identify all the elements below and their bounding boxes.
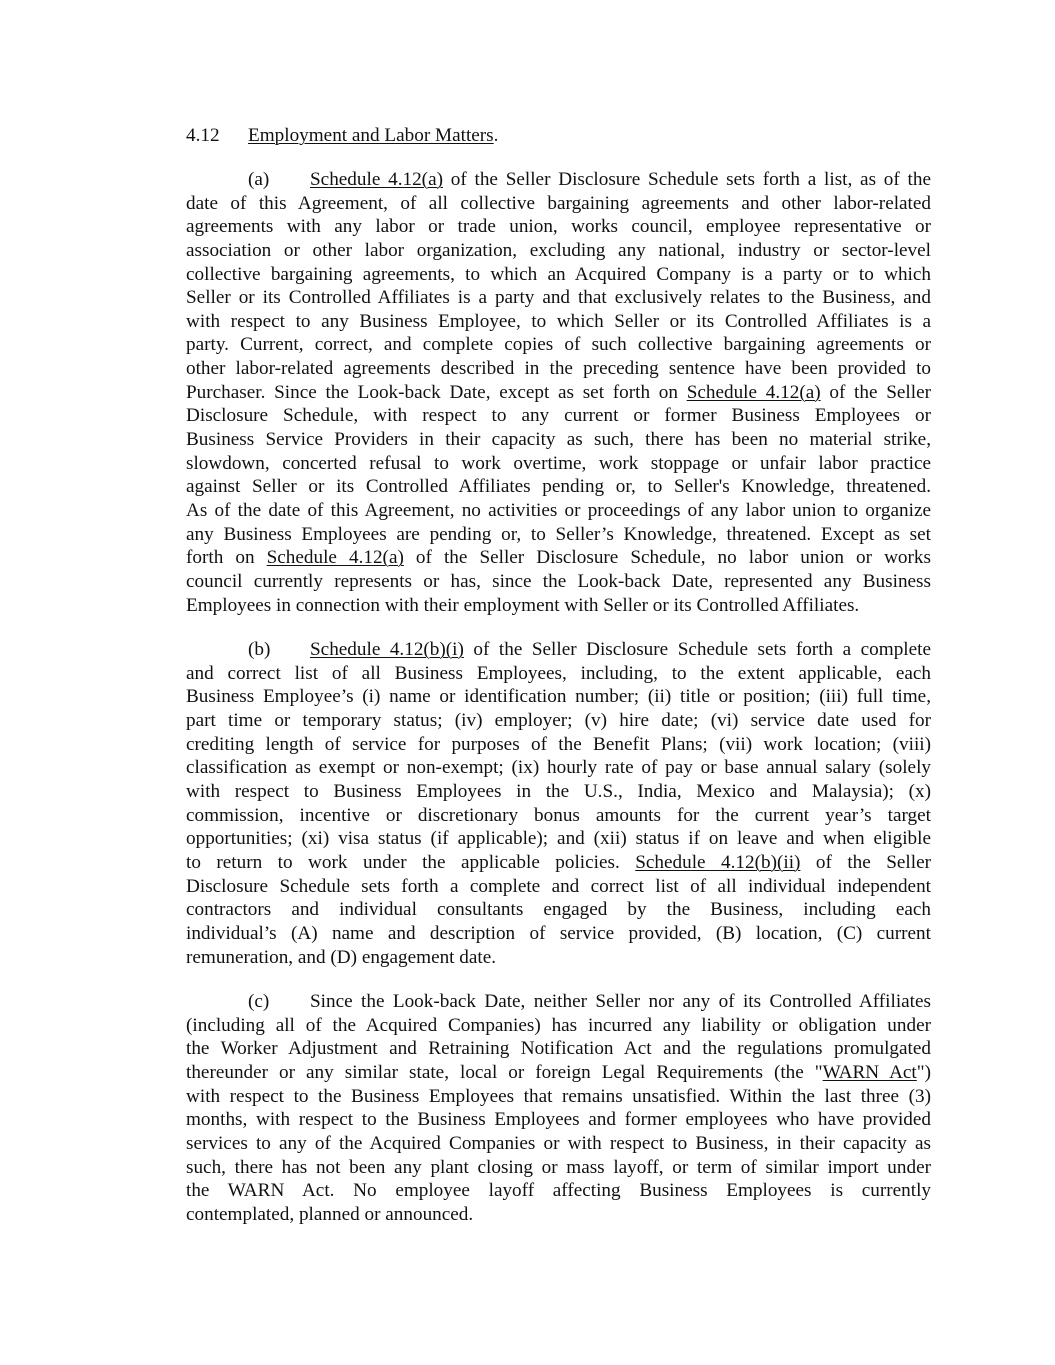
text-segment: opportunities; (xi) visa status (if applicable); and (xii) status if on leave and when eligible — [186, 828, 931, 850]
text-segment: with respect to Business Employees in the U.S., India, Mexico and Malaysia); (x) — [186, 781, 931, 803]
text-segment: against Seller or its Controlled Affiliates pending or, to Seller's Knowledge, threatened. — [186, 476, 931, 498]
paragraph-line — [186, 404, 931, 428]
text-segment: with respect to any Business Employee, to which Seller or its Controlled Affiliates is a — [186, 310, 931, 332]
paragraph-line — [186, 428, 931, 452]
paragraph-label: (a) — [248, 169, 270, 190]
paragraph-line — [186, 381, 931, 405]
text-segment: classification as exempt or non-exempt; (ix) hourly rate of pay or base annual salary (solely — [186, 757, 931, 779]
paragraph-line — [186, 263, 931, 287]
paragraph-line — [186, 286, 931, 310]
paragraph-line — [186, 1014, 931, 1038]
text-segment: council currently represents or has, since the Look-back Date, represented any Business — [186, 570, 931, 592]
paragraph-line — [186, 452, 931, 476]
document-page — [186, 124, 931, 1248]
paragraph-line — [186, 827, 931, 851]
text-segment: date of this Agreement, of all collective bargaining agreements and other labor-related — [186, 192, 931, 214]
section-heading — [186, 124, 931, 148]
paragraph-line — [186, 357, 931, 381]
paragraph-line — [186, 922, 931, 946]
paragraph-label: (b) — [248, 639, 271, 661]
paragraph-line — [186, 333, 931, 357]
text-segment: thereunder or any similar state, local or foreign Legal Requirements (the " — [186, 1062, 823, 1084]
text-segment: remuneration, and (D) engagement date. — [186, 946, 497, 968]
schedule-reference: Schedule 4.12(a) — [266, 547, 404, 569]
text-segment: individual’s (A) name and description of service provided, (B) location, (C) current — [186, 922, 931, 944]
text-segment: association or other labor organization, excluding any national, industry or sector-level — [186, 239, 931, 261]
text-segment: of the Seller Disclosure Schedule sets forth a list, as of the — [442, 169, 931, 190]
paragraph-line — [186, 780, 931, 804]
schedule-reference: Schedule 4.12(b)(i) — [310, 639, 464, 661]
text-segment: Since the Look-back Date, neither Seller nor any of its Controlled Affiliates — [310, 991, 931, 1013]
paragraph-line — [186, 851, 931, 875]
paragraph-label: (c) — [248, 991, 270, 1013]
paragraph-line — [186, 1132, 931, 1156]
text-segment: forth on — [186, 547, 267, 569]
text-segment: Disclosure Schedule sets forth a complete and correct list of all individual independent — [186, 875, 931, 897]
paragraph-line — [186, 1085, 931, 1109]
text-segment: Seller or its Controlled Affiliates is a party and that exclusively relates to the Business, and — [186, 287, 931, 309]
paragraph-line — [186, 1156, 931, 1180]
text-segment: such, there has not been any plant closing or mass layoff, or term of similar import under — [186, 1156, 931, 1178]
schedule-reference: WARN Act — [822, 1062, 917, 1084]
text-segment: Disclosure Schedule, with respect to any current or former Business Employees or — [186, 405, 931, 427]
text-segment: and correct list of all Business Employees, including, to the extent applicable, each — [186, 662, 931, 684]
paragraph-line — [186, 1203, 931, 1227]
text-segment: commission, incentive or discretionary bonus amounts for the current year’s target — [186, 804, 931, 826]
text-segment: party. Current, correct, and complete copies of such collective bargaining agreements or — [186, 334, 931, 356]
text-segment: services to any of the Acquired Companies or with respect to Business, in their capacity as — [186, 1132, 931, 1154]
paragraph-c — [186, 990, 931, 1226]
text-segment: (including all of the Acquired Companies) has incurred any liability or obligation under — [186, 1014, 931, 1036]
text-segment: of the Seller — [800, 851, 931, 873]
text-segment: Business Service Providers in their capacity as such, there has been no material strike, — [186, 429, 931, 451]
paragraph-line — [186, 1061, 931, 1085]
text-segment: months, with respect to the Business Employees and former employees who have provided — [186, 1109, 931, 1131]
paragraph-line — [186, 898, 931, 922]
text-segment: contractors and individual consultants engaged by the Business, including each — [186, 899, 931, 921]
paragraph-line — [186, 946, 931, 970]
text-segment: collective bargaining agreements, to which an Acquired Company is a party or to which — [186, 263, 931, 285]
text-segment: agreements with any labor or trade union, works council, employee representative or — [186, 216, 931, 238]
text-segment: part time or temporary status; (iv) employer; (v) hire date; (vi) service date used for — [186, 710, 931, 732]
text-segment: to return to work under the applicable policies. — [186, 851, 636, 873]
schedule-reference: Schedule 4.12(a) — [686, 381, 821, 403]
text-segment: crediting length of service for purposes of the Benefit Plans; (vii) work location; (viii) — [186, 733, 931, 755]
paragraph-line — [186, 192, 931, 216]
section-number: 4.12 — [186, 125, 220, 146]
text-segment: Business Employee’s (i) name or identification number; (ii) title or position; (iii) full time, — [186, 686, 931, 708]
text-segment: ") — [916, 1062, 932, 1084]
paragraph-line — [186, 546, 931, 570]
text-segment: Employees in connection with their employment with Seller or its Controlled Affiliates. — [186, 594, 860, 616]
paragraph-line — [186, 310, 931, 334]
section-title: Employment and Labor Matters — [248, 125, 494, 146]
paragraph-line — [186, 523, 931, 547]
paragraph-line — [186, 875, 931, 899]
section-title-period: . — [493, 125, 499, 146]
paragraph-line — [186, 1179, 931, 1203]
paragraph-line — [186, 709, 931, 733]
paragraph-line — [186, 804, 931, 828]
paragraph-line — [186, 1037, 931, 1061]
paragraph-line — [186, 662, 931, 686]
paragraph-line — [186, 594, 931, 618]
text-segment: any Business Employees are pending or, to Seller’s Knowledge, threatened. Except as set — [186, 523, 931, 545]
paragraph-line — [186, 685, 931, 709]
paragraph-b — [186, 638, 931, 969]
paragraph-line — [186, 215, 931, 239]
text-segment: with respect to the Business Employees that remains unsatisfied. Within the last three (3) — [186, 1085, 931, 1107]
paragraph-line — [186, 990, 931, 1014]
text-segment: of the Seller — [820, 381, 931, 403]
paragraph-line — [186, 638, 931, 662]
paragraph-line — [186, 499, 931, 523]
text-segment: slowdown, concerted refusal to work overtime, work stoppage or unfair labor practice — [186, 452, 931, 474]
paragraph-line — [186, 168, 931, 192]
paragraph-line — [186, 733, 931, 757]
paragraph-a — [186, 168, 931, 617]
paragraph-line — [186, 239, 931, 263]
text-segment: As of the date of this Agreement, no activities or proceedings of any labor union to organize — [186, 499, 931, 521]
paragraph-line — [186, 475, 931, 499]
text-segment: of the Seller Disclosure Schedule sets forth a complete — [463, 639, 931, 661]
schedule-reference: Schedule 4.12(b)(ii) — [635, 851, 801, 873]
text-segment: Purchaser. Since the Look-back Date, except as set forth on — [186, 381, 687, 403]
paragraph-line — [186, 1108, 931, 1132]
schedule-reference: Schedule 4.12(a) — [310, 169, 443, 190]
text-segment: contemplated, planned or announced. — [186, 1203, 474, 1225]
paragraph-line — [186, 756, 931, 780]
paragraph-line — [186, 570, 931, 594]
text-segment: the WARN Act. No employee layoff affecting Business Employees is currently — [186, 1180, 931, 1202]
text-segment: the Worker Adjustment and Retraining Notification Act and the regulations promulgated — [186, 1038, 931, 1060]
text-segment: of the Seller Disclosure Schedule, no labor union or works — [403, 547, 931, 569]
text-segment: other labor-related agreements described in the preceding sentence have been provided to — [186, 358, 931, 380]
